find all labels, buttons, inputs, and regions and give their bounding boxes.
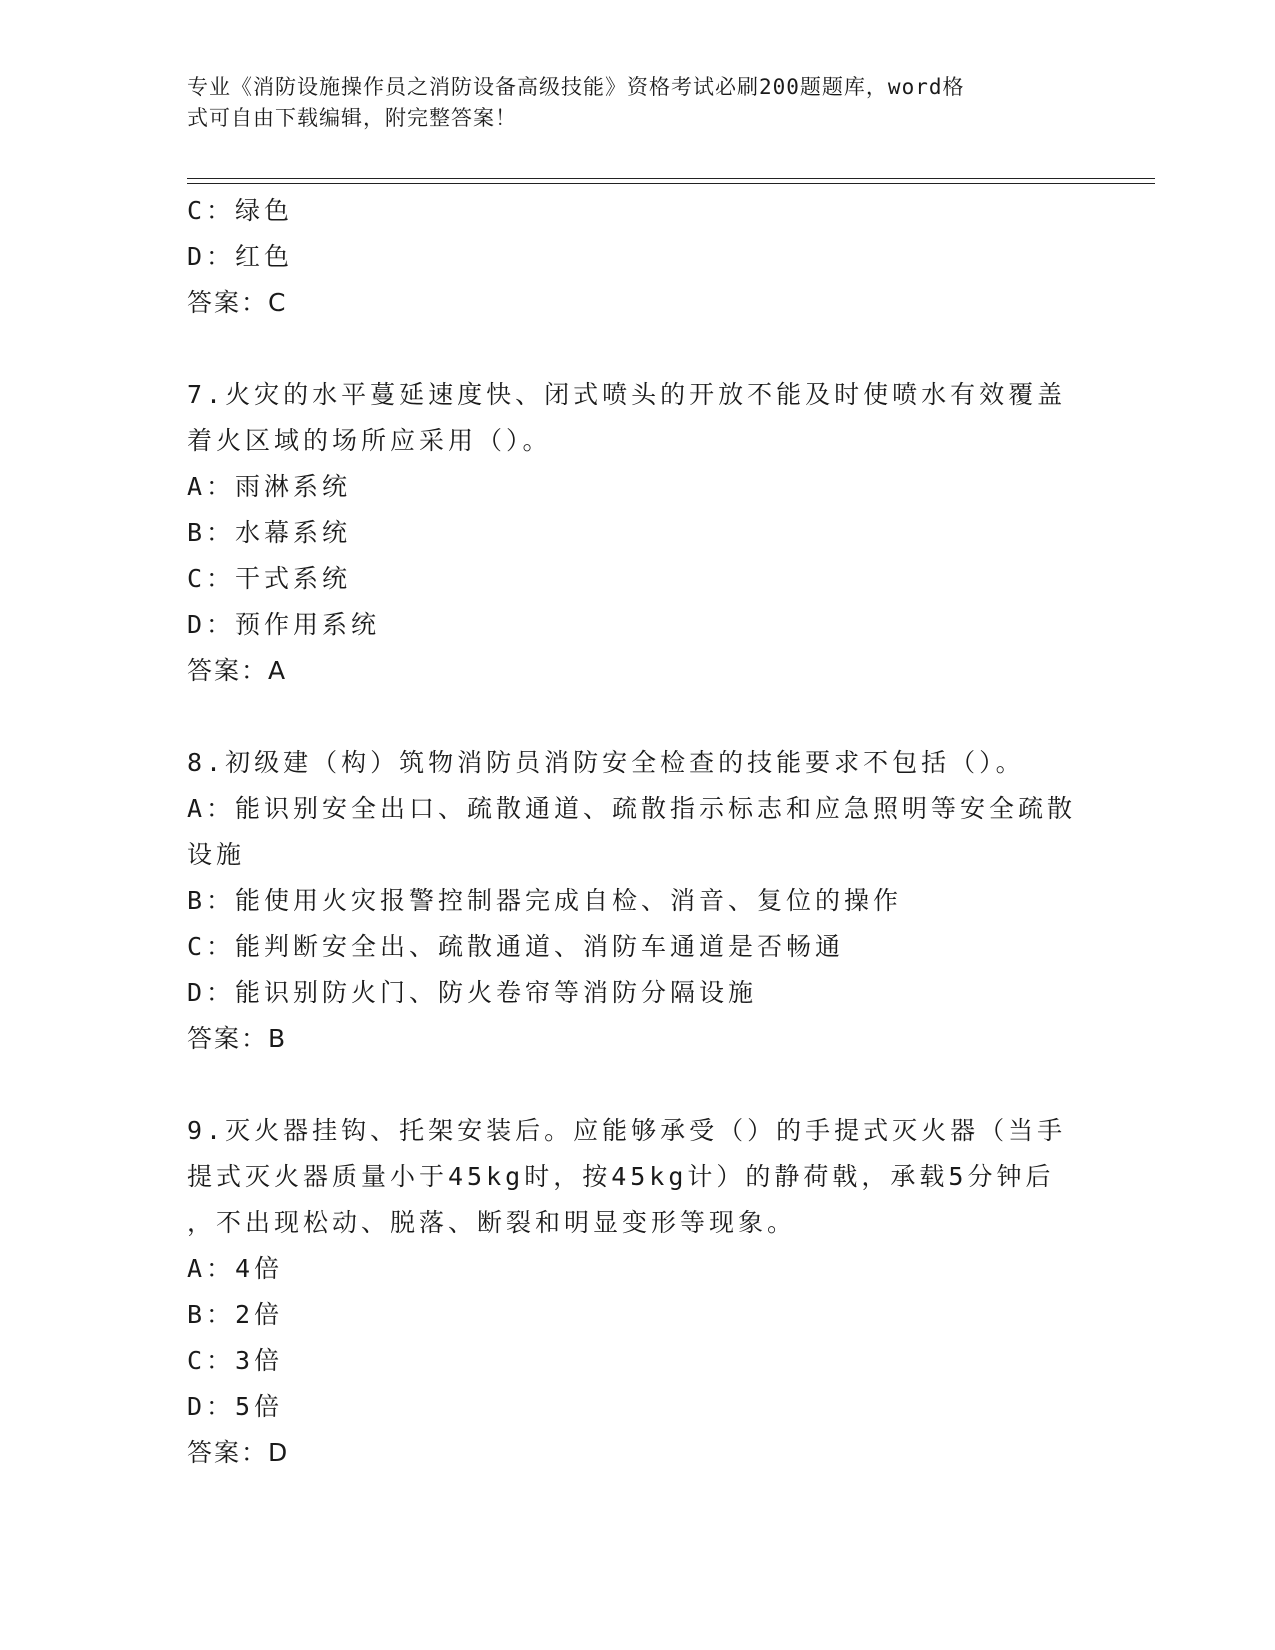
document-header bbox=[187, 72, 1067, 134]
option-c: C：能判断安全出、疏散通道、消防车通道是否畅通 bbox=[187, 932, 845, 961]
question-8 bbox=[187, 740, 1087, 1062]
question-stem: 7.火灾的水平蔓延速度快、闭式喷头的开放不能及时使喷水有效覆盖 bbox=[187, 380, 1067, 409]
question-stem: ，不出现松动、脱落、断裂和明显变形等现象。 bbox=[187, 1208, 797, 1237]
answer-line: 答案：A bbox=[187, 656, 288, 685]
question-stem: 着火区域的场所应采用（）。 bbox=[187, 426, 552, 455]
question-7 bbox=[187, 372, 1087, 694]
question-stem: 8.初级建（构）筑物消防员消防安全检查的技能要求不包括（）。 bbox=[187, 748, 1025, 777]
option-d: D：能识别防火门、防火卷帘等消防分隔设施 bbox=[187, 978, 758, 1007]
option-d: D：红色 bbox=[187, 242, 294, 271]
option-a-continuation: 设施 bbox=[187, 840, 246, 869]
question-stem: 9.灭火器挂钩、托架安装后。应能够承受（）的手提式灭火器（当手 bbox=[187, 1116, 1067, 1145]
question-9 bbox=[187, 1108, 1087, 1476]
option-a: A：雨淋系统 bbox=[187, 472, 352, 501]
answer-line: 答案：C bbox=[187, 288, 288, 317]
header-line-1: 专业《消防设施操作员之消防设备高级技能》资格考试必刷200题题库，word格 bbox=[187, 75, 965, 99]
header-line-2: 式可自由下载编辑，附完整答案！ bbox=[187, 106, 517, 130]
option-b: B：能使用火灾报警控制器完成自检、消音、复位的操作 bbox=[187, 886, 903, 915]
option-b: B：2倍 bbox=[187, 1300, 284, 1329]
option-b: B：水幕系统 bbox=[187, 518, 352, 547]
question-content bbox=[187, 188, 1087, 1476]
option-c: C：绿色 bbox=[187, 196, 294, 225]
option-c: C：3倍 bbox=[187, 1346, 284, 1375]
option-d: D：5倍 bbox=[187, 1392, 284, 1421]
previous-question-tail bbox=[187, 188, 1087, 326]
question-stem: 提式灭火器质量小于45kg时，按45kg计）的静荷戟，承载5分钟后 bbox=[187, 1162, 1055, 1191]
answer-line: 答案：B bbox=[187, 1024, 288, 1053]
answer-line: 答案：D bbox=[187, 1438, 290, 1467]
option-c: C：干式系统 bbox=[187, 564, 352, 593]
header-divider-bottom bbox=[187, 183, 1155, 184]
header-divider-top bbox=[187, 178, 1155, 179]
option-d: D：预作用系统 bbox=[187, 610, 381, 639]
option-a: A：4倍 bbox=[187, 1254, 284, 1283]
option-a: A：能识别安全出口、疏散通道、疏散指示标志和应急照明等安全疏散 bbox=[187, 794, 1077, 823]
